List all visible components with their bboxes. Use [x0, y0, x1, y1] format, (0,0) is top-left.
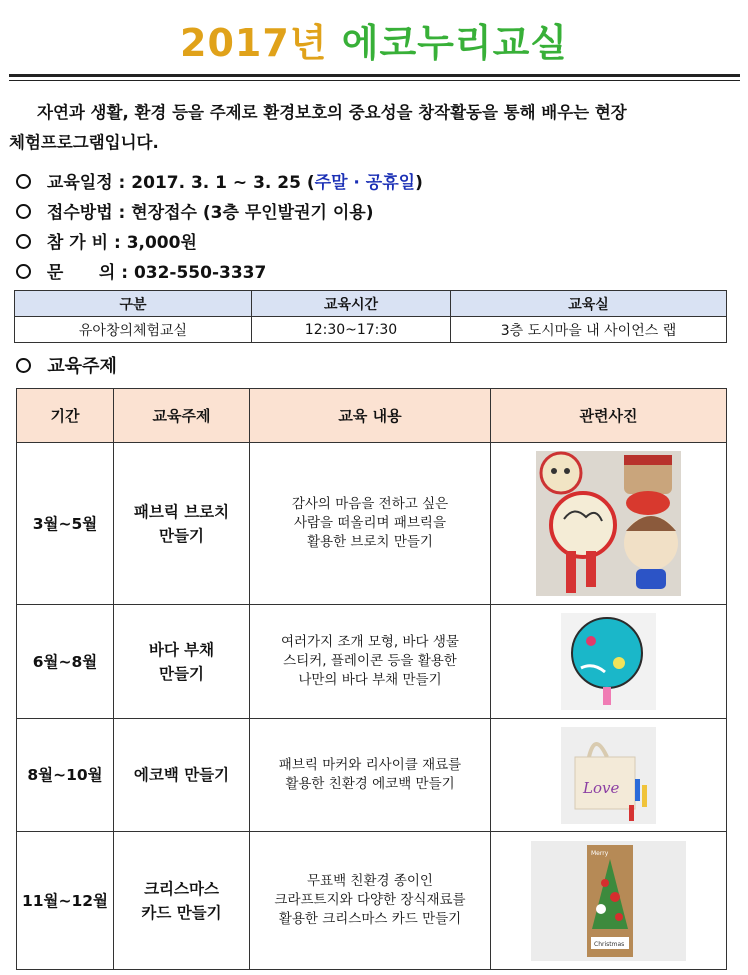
topics-header-cell: 교육주제	[114, 389, 250, 443]
page-title	[0, 12, 748, 67]
subject-cell	[114, 443, 250, 605]
table-row	[17, 443, 727, 605]
schedule-header-row	[15, 291, 727, 317]
period-cell: 3월~5월	[17, 443, 114, 605]
circle-bullet-icon	[16, 204, 31, 219]
photo-cell	[491, 605, 727, 719]
sea-fan-photo	[561, 613, 656, 710]
description-line: 패브릭 마커와 리사이클 재료를	[278, 757, 462, 773]
card-top-lettering: Merry	[591, 849, 609, 857]
subject-cell	[114, 832, 250, 970]
title-name: 에코누리교실	[341, 21, 568, 65]
description-line: 감사의 마음을 전하고 싶은	[291, 496, 449, 512]
info-value: 2017. 3. 1 ~ 3. 25	[131, 173, 301, 193]
topics-header-row	[17, 389, 727, 443]
description-cell	[250, 605, 491, 719]
description-line: 여러가지 조개 모형, 바다 생물	[281, 634, 459, 650]
topics-header-cell: 관련사진	[491, 389, 727, 443]
title-year: 2017년	[180, 21, 328, 65]
info-row-signup	[16, 198, 736, 228]
description-line: 스티커, 플레이콘 등을 활용한	[283, 653, 457, 669]
period-cell: 8월~10월	[17, 719, 114, 832]
info-row-contact	[16, 258, 736, 288]
subject-line: 바다 부채	[148, 640, 215, 659]
info-label: 접수방법	[46, 203, 113, 223]
circle-bullet-icon	[16, 264, 31, 279]
intro-line-2: 체험프로그램입니다.	[9, 133, 159, 152]
topics-header-cell: 교육 내용	[250, 389, 491, 443]
info-value: 3,000원	[126, 233, 197, 253]
note-paren-open: (	[306, 173, 315, 193]
schedule-cell: 3층 도시마을 내 사이언스 랩	[451, 317, 727, 343]
intro-paragraph	[9, 98, 739, 158]
description-cell	[250, 719, 491, 832]
topics-header-cell: 기간	[17, 389, 114, 443]
subject-line: 에코백 만들기	[133, 766, 230, 784]
schedule-table	[14, 290, 727, 343]
info-separator: :	[118, 203, 126, 223]
topics-table	[16, 388, 727, 970]
description-line: 활용한 크리스마스 카드 만들기	[278, 911, 462, 927]
circle-bullet-icon	[16, 358, 31, 373]
schedule-header-cell: 교육시간	[252, 291, 451, 317]
info-separator: :	[118, 173, 126, 193]
schedule-cell: 유아창의체험교실	[15, 317, 252, 343]
christmas-card-photo	[531, 841, 686, 961]
photo-cell	[491, 443, 727, 605]
eco-bag-lettering: Love	[583, 778, 620, 797]
title-divider-thick	[9, 74, 740, 77]
holiday-note: 주말 · 공휴일	[314, 173, 416, 193]
note-paren-close: )	[415, 173, 423, 193]
fabric-brooch-photo	[536, 451, 681, 596]
subject-line: 패브릭 브로치	[133, 502, 230, 521]
info-row-fee	[16, 228, 736, 258]
info-separator: :	[113, 233, 121, 253]
circle-bullet-icon	[16, 234, 31, 249]
table-row	[17, 719, 727, 832]
info-separator: :	[121, 263, 129, 283]
info-row-date	[16, 168, 736, 198]
description-cell	[250, 832, 491, 970]
schedule-row	[15, 317, 727, 343]
photo-cell	[491, 832, 727, 970]
description-line: 크라프트지와 다양한 장식재료를	[274, 892, 466, 908]
table-row	[17, 832, 727, 970]
info-label: 교육일정	[46, 173, 113, 193]
description-line: 나만의 바다 부채 만들기	[298, 672, 442, 688]
period-cell: 6월~8월	[17, 605, 114, 719]
schedule-header-cell: 교육실	[451, 291, 727, 317]
subject-line: 크리스마스	[144, 879, 219, 898]
subject-line: 카드 만들기	[141, 903, 222, 922]
topics-heading	[16, 352, 117, 378]
intro-line-1: 자연과 생활, 환경 등을 주제로 환경보호의 중요성을 창작활동을 통해 배우는 현장	[37, 103, 627, 122]
subject-line: 만들기	[159, 526, 204, 545]
info-label: 문 의	[46, 263, 116, 283]
card-bottom-lettering: Christmas	[594, 940, 625, 948]
schedule-cell: 12:30~17:30	[252, 317, 451, 343]
circle-bullet-icon	[16, 174, 31, 189]
period-cell: 11월~12월	[17, 832, 114, 970]
topics-heading-text: 교육주제	[47, 356, 117, 377]
eco-bag-photo	[561, 727, 656, 824]
description-line: 사람을 떠올리며 패브릭을	[293, 515, 447, 531]
title-divider-thin	[9, 80, 740, 81]
schedule-header-cell: 구분	[15, 291, 252, 317]
info-label: 참 가 비	[46, 233, 109, 253]
subject-line: 만들기	[159, 664, 204, 683]
description-cell	[250, 443, 491, 605]
subject-cell	[114, 719, 250, 832]
info-value: 현장접수 (3층 무인발권기 이용)	[131, 203, 374, 223]
subject-cell	[114, 605, 250, 719]
description-line: 활용한 브로치 만들기	[307, 534, 433, 550]
description-line: 무표백 친환경 종이인	[307, 873, 433, 889]
info-value: 032-550-3337	[133, 263, 267, 283]
table-row	[17, 605, 727, 719]
info-list	[16, 168, 736, 288]
description-line: 활용한 친환경 에코백 만들기	[285, 776, 455, 792]
photo-cell	[491, 719, 727, 832]
